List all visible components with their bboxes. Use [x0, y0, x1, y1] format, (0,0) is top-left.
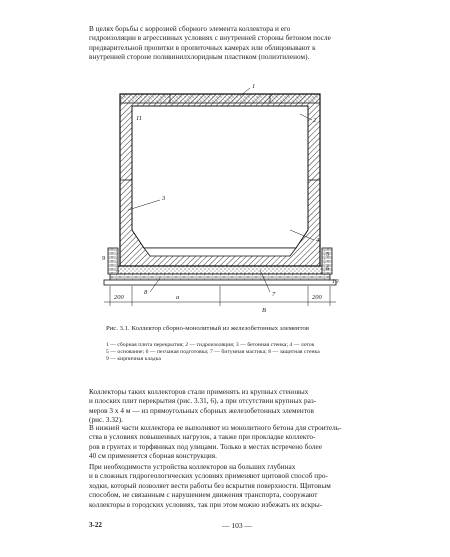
collector-cross-section-drawing [100, 80, 340, 322]
dim-label-b: B [262, 307, 266, 314]
body-paragraph-2 [89, 424, 371, 462]
figure-label-3: 3 [162, 195, 166, 202]
text-line: гидроизоляции в агрессивных условиях с внутренней стороны бетоном после [89, 34, 331, 43]
text-line: и в сложных гидрогеологических условиях применяют щитовой способ про- [89, 472, 328, 481]
text-line: В нижней части коллектора ее выполняют из монолитного бетона для строитель- [89, 424, 342, 432]
text-line: 40 см применяется сборная конструкция. [89, 452, 217, 461]
text-line: ров в грунтах и торфяниках под улицами. Только в местах встречено более [89, 442, 323, 451]
figure-label-2: 2 [313, 117, 317, 124]
legend-line: 5 — основание; 6 — песчаная подготовка; 7 — битумная мастика; 8 — защитная стенка [106, 349, 320, 355]
figure-label-10: 10 [332, 278, 339, 285]
figure-label-7: 7 [272, 291, 276, 298]
footer-code: 3-22 [89, 521, 102, 529]
figure-label-8: 8 [144, 289, 148, 296]
text-line: меров 3 x 4 м — из прямоугольных сборных железобетонных элементов [89, 406, 314, 415]
figure-label-6: 6 [326, 265, 330, 272]
figure-label-5: 5 [326, 251, 330, 258]
dim-label-right: 200 [312, 294, 322, 301]
figure-label-9: 9 [102, 255, 106, 262]
figure-label-11: 11 [136, 115, 143, 122]
legend-line: 9 — кирпичная кладка [106, 356, 161, 362]
figure-caption: Рис. 3.1. Коллектор сборно-монолитный из железобетонных элементов [106, 325, 309, 332]
text-line: В целях борьбы с коррозией сборного элемента коллектора и его [89, 25, 291, 33]
figure-label-1: 1 [252, 83, 256, 90]
legend-line: 1 — сборная плита перекрытия; 2 — гидроизоляция; 3 — бетонная стенка; 4 — лоток [106, 342, 315, 348]
top-paragraph [89, 25, 371, 63]
text-line: ходки, который позволяет вести работы без вскрытия поверхности. Щитовым [89, 481, 331, 490]
text-line: При необходимости устройства коллекторов на больших глубинах [89, 463, 296, 471]
text-line: Коллекторы таких коллекторов стали применять из крупных стеновых [89, 388, 309, 396]
text-line: внутренней стороне поливинилхлоридным пластиком (полиэтиленом). [89, 53, 310, 62]
figure-label-4: 4 [316, 237, 320, 244]
text-line: коллекторы в городских условиях, так при этом можно избежать их вскры- [89, 500, 323, 509]
dim-label-left: 200 [114, 294, 124, 301]
dim-label-a: a [176, 294, 180, 301]
text-line: ства в условиях повышенных нагрузок, а также при прокладке коллекто- [89, 433, 316, 442]
figure-legend [106, 342, 342, 363]
page-number: — 103 — [222, 521, 252, 530]
body-paragraph-3 [89, 463, 371, 510]
text-line: предварительной пропитки в пропиточных камерах или облицовывают к [89, 43, 316, 52]
text-line: способом, не связанным с нарушением движения транспорта, сооружают [89, 491, 318, 500]
body-paragraph-1 [89, 388, 371, 426]
text-line: (рис. 3.32). [89, 416, 123, 425]
text-line: и плоских плит перекрытия (рис. 3.31, 6), а при отсутствии крупных раз- [89, 397, 317, 406]
